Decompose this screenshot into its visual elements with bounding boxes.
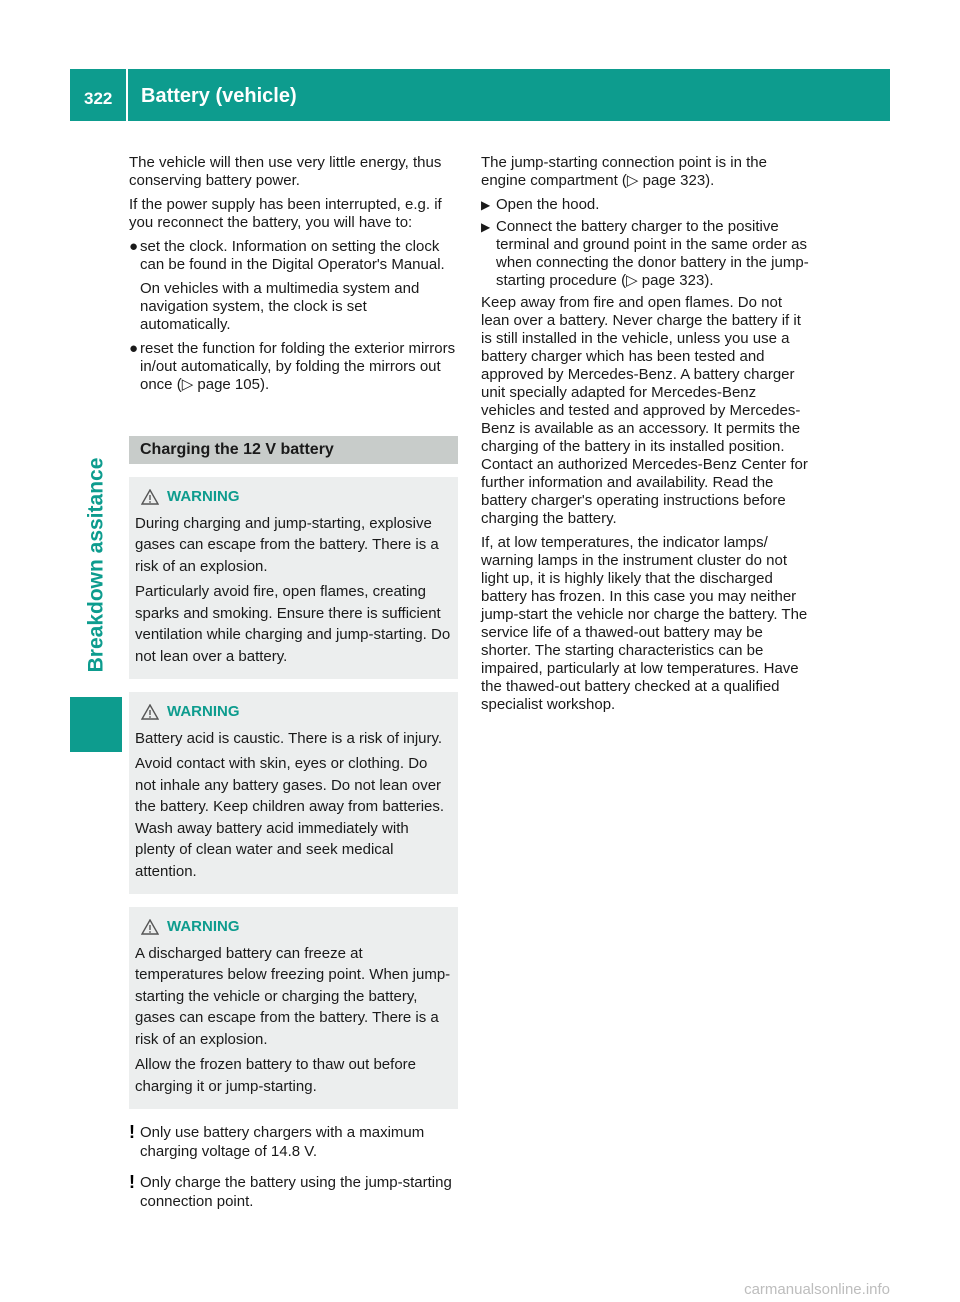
side-tab — [70, 445, 122, 685]
warning-box — [129, 692, 458, 894]
warning-text: A discharged battery can freeze at temperatures below freezing point. When jump-starting the vehicle or charging the battery, gases can escape from the battery. There is a risk of an explosion. — [135, 944, 451, 1048]
paragraph: If the power supply has been interrupted, e.g. if you reconnect the battery, you will have to: — [129, 196, 442, 231]
bullet-text: reset the function for folding the exterior mirrors in/out automatically, by folding the mirrors out once (▷ page 105). — [140, 340, 456, 393]
side-tab-marker — [70, 697, 122, 752]
note-item — [129, 1173, 458, 1211]
warning-title — [141, 701, 452, 723]
warning-text: Particularly avoid fire, open flames, creating sparks and smoking. Ensure there is sufficient ventilation while charging and jump-starting. Do not lean over a battery. — [135, 583, 451, 665]
arrow-right-icon: ▶ — [481, 198, 491, 212]
page-title: Battery (vehicle) — [141, 85, 297, 107]
warning-text: Allow the frozen battery to thaw out before charging it or jump-starting. — [135, 1056, 416, 1095]
step-text: Connect the battery charger to the positive terminal and ground point in the same order as when connecting the donor battery in the jump-starting procedure (▷ page 323). — [496, 218, 809, 289]
warning-title — [141, 486, 452, 508]
bullet-text: set the clock. Information on setting the clock can be found in the Digital Operator's Manual. — [140, 238, 445, 273]
arrow-right-icon: ▶ — [481, 220, 491, 234]
warning-label: WARNING — [167, 918, 240, 935]
page-header — [70, 69, 890, 121]
bullet-item — [129, 340, 458, 394]
note-text: Only use battery chargers with a maximum charging voltage of 14.8 V. — [140, 1124, 425, 1160]
paragraph: The jump-starting connection point is in the engine compartment (▷ page 323). — [481, 154, 767, 189]
step-item — [481, 196, 812, 214]
step-item — [481, 218, 812, 290]
side-tab-label: Breakdown assitance — [84, 457, 108, 673]
warning-label: WARNING — [167, 488, 240, 505]
left-column — [129, 154, 458, 1211]
paragraph: Keep away from fire and open flames. Do not lean over a battery. Never charge the battery if it is still installed in the vehicle, unless you use a battery charger which has been tested and approved by Mercedes-Benz. A battery charger unit specially adapted for Mercedes-Benz vehicles and tested and approved by Mercedes-Benz is available as an accessory. It permits the charging of the battery in its installed position. Contact an authorized Mercedes-Benz Center for further information and availability. Read the battery charger's operating instructions before charging the battery. — [481, 294, 808, 527]
bullet-continuation: On vehicles with a multimedia system and navigation system, the clock is set automatically. — [140, 280, 420, 333]
paragraph: If, at low temperatures, the indicator lamps/ warning lamps in the instrument cluster do not light up, it is highly likely that the discharged battery has frozen. In this case you may neither jump-start the vehicle nor charge the battery. The service life of a thawed-out battery may be shorter. The starting characteristics can be impaired, particularly at low temperatures. Have the thawed-out battery checked at a qualified specialist workshop. — [481, 534, 808, 713]
warning-text: Avoid contact with skin, eyes or clothing. Do not inhale any battery gases. Do not lean over the battery. Keep children away from batteries. Wash away battery acid immediately with plenty of clean water and seek medical attention. — [135, 755, 445, 880]
paragraph: The vehicle will then use very little energy, thus conserving battery power. — [129, 154, 442, 189]
warning-triangle-icon — [141, 489, 159, 505]
section-heading: Charging the 12 V battery — [129, 436, 458, 464]
header-divider — [126, 69, 128, 121]
warning-box — [129, 477, 458, 679]
footer-watermark: carmanualsonline.info — [744, 1281, 890, 1298]
exclamation-icon: ! — [129, 1172, 135, 1192]
note-item — [129, 1123, 458, 1161]
bullet-icon: ● — [129, 340, 139, 357]
warning-title — [141, 916, 452, 938]
warning-text: Battery acid is caustic. There is a risk of injury. — [135, 729, 443, 747]
bullet-icon: ● — [129, 238, 139, 255]
note-text: Only charge the battery using the jump-starting connection point. — [140, 1174, 452, 1210]
warning-text: During charging and jump-starting, explosive gases can escape from the battery. There is a risk of an explosion. — [135, 514, 439, 575]
warning-triangle-icon — [141, 704, 159, 720]
bullet-item — [129, 238, 458, 274]
warning-triangle-icon — [141, 919, 159, 935]
page-number: 322 — [84, 89, 113, 108]
warning-box — [129, 907, 458, 1109]
warning-label: WARNING — [167, 703, 240, 720]
exclamation-icon: ! — [129, 1122, 135, 1142]
right-column — [481, 154, 812, 720]
step-text: Open the hood. — [496, 196, 600, 213]
